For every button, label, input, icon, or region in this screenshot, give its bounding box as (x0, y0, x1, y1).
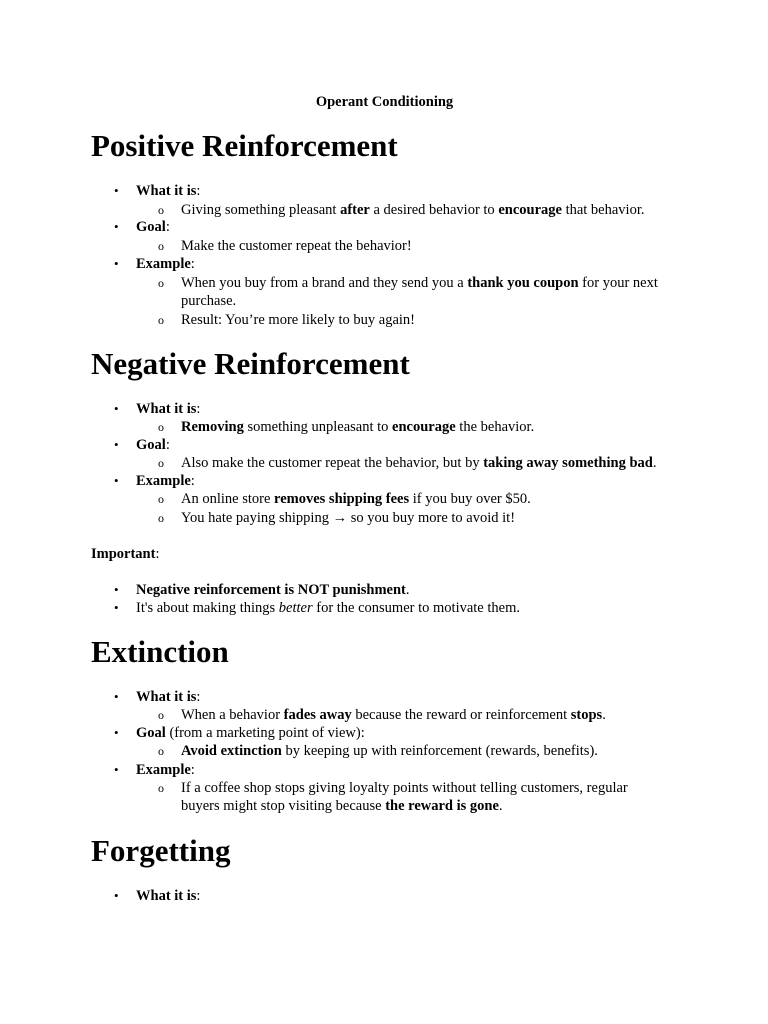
list-item: Avoid extinction by keeping up with reinforcement (rewards, benefits). (181, 743, 598, 759)
sub-bullet-icon: o (158, 781, 164, 795)
list-item: Result: You’re more likely to buy again! (181, 312, 415, 328)
sub-bullet-icon: o (158, 511, 164, 525)
list-item: Goal (from a marketing point of view): (136, 725, 365, 741)
list-item: Example: (136, 762, 195, 778)
heading-negative-reinforcement: Negative Reinforcement (91, 346, 410, 381)
list-item: When you buy from a brand and they send you a thank you coupon for your next (181, 275, 658, 291)
list-item: Goal: (136, 219, 170, 235)
bullet-icon: • (114, 762, 119, 777)
list-item: Also make the customer repeat the behavior, but by taking away something bad. (181, 455, 657, 471)
heading-extinction: Extinction (91, 634, 229, 669)
bullet-icon: • (114, 473, 119, 488)
bullet-icon: • (114, 600, 119, 615)
sub-bullet-icon: o (158, 708, 164, 722)
sub-bullet-icon: o (158, 239, 164, 253)
sub-bullet-icon: o (158, 203, 164, 217)
list-item: Giving something pleasant after a desired behavior to encourage that behavior. (181, 202, 645, 218)
list-item: Example: (136, 256, 195, 272)
bullet-icon: • (114, 219, 119, 234)
list-item: What it is: (136, 401, 201, 417)
sub-bullet-icon: o (158, 420, 164, 434)
list-item: Goal: (136, 437, 170, 453)
heading-forgetting: Forgetting (91, 833, 231, 868)
bullet-icon: • (114, 582, 119, 597)
important-label: Important: (91, 546, 160, 562)
bullet-icon: • (114, 256, 119, 271)
list-item: What it is: (136, 689, 201, 705)
list-item: Example: (136, 473, 195, 489)
list-item: An online store removes shipping fees if you buy over $50. (181, 491, 531, 507)
list-item-continuation: purchase. (181, 293, 237, 309)
bullet-icon: • (114, 437, 119, 452)
bullet-icon: • (114, 888, 119, 903)
sub-bullet-icon: o (158, 744, 164, 758)
list-item: Negative reinforcement is NOT punishment. (136, 582, 410, 598)
list-item: Removing something unpleasant to encourage the behavior. (181, 419, 535, 435)
list-item: Make the customer repeat the behavior! (181, 238, 412, 254)
sub-bullet-icon: o (158, 492, 164, 506)
sub-bullet-icon: o (158, 276, 164, 290)
sub-bullet-icon: o (158, 456, 164, 470)
list-item: What it is: (136, 183, 201, 199)
list-item: You hate paying shipping → so you buy more to avoid it! (181, 510, 516, 526)
list-item: If a coffee shop stops giving loyalty points without telling customers, regular (181, 780, 628, 796)
heading-positive-reinforcement: Positive Reinforcement (91, 128, 398, 163)
list-item-continuation: buyers might stop visiting because the reward is gone. (181, 798, 503, 814)
bullet-icon: • (114, 725, 119, 740)
bullet-icon: • (114, 689, 119, 704)
sub-bullet-icon: o (158, 313, 164, 327)
bullet-icon: • (114, 401, 119, 416)
list-item: When a behavior fades away because the reward or reinforcement stops. (181, 707, 606, 723)
list-item: It's about making things better for the consumer to motivate them. (136, 600, 520, 616)
document-title: Operant Conditioning (315, 94, 454, 110)
bullet-icon: • (114, 183, 119, 198)
list-item: What it is: (136, 888, 201, 904)
